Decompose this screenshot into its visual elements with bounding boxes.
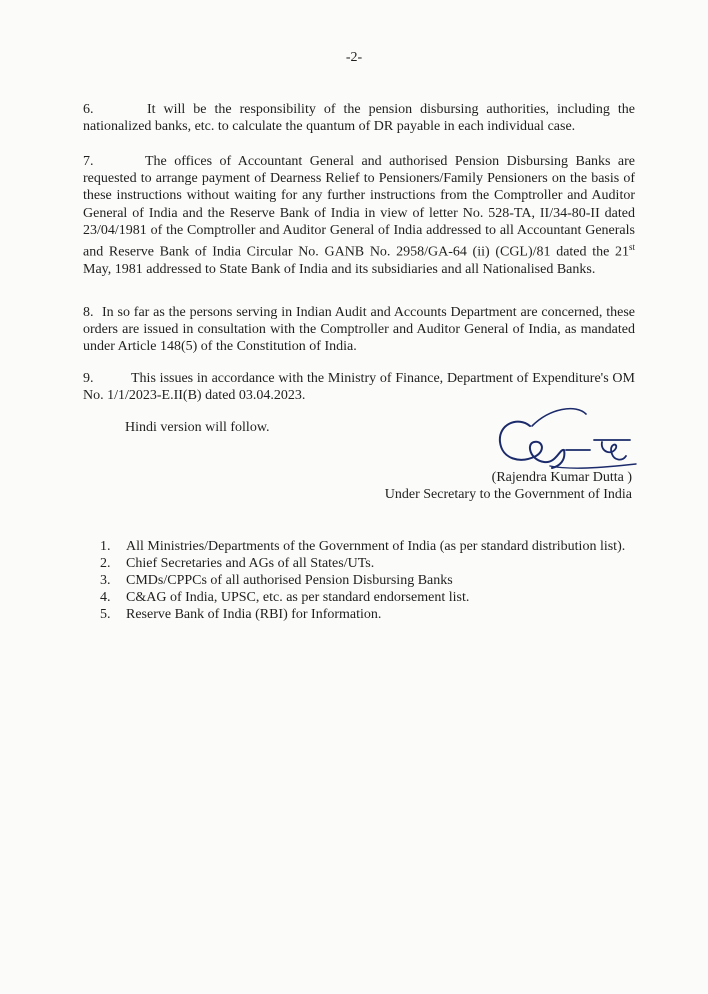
list-item bbox=[100, 538, 640, 555]
list-item-number: 4. bbox=[100, 590, 111, 605]
paragraph-text: This issues in accordance with the Ministry of Finance, Department of Expenditure's OM No. 1/1/2023-E.II(B) dated 03.04.2023. bbox=[83, 371, 635, 404]
list-item bbox=[100, 572, 640, 589]
list-item bbox=[100, 589, 640, 606]
ordinal-suffix: st bbox=[628, 242, 635, 253]
paragraph-8 bbox=[83, 304, 635, 356]
list-item-text: CMDs/CPPCs of all authorised Pension Disbursing Banks bbox=[126, 573, 453, 588]
list-item-text: Reserve Bank of India (RBI) for Information. bbox=[126, 607, 382, 622]
list-item-number: 3. bbox=[100, 573, 111, 588]
paragraph-9 bbox=[83, 370, 635, 404]
distribution-list bbox=[100, 538, 640, 623]
list-item-text: C&AG of India, UPSC, etc. as per standard endorsement list. bbox=[126, 590, 470, 605]
list-item bbox=[100, 555, 640, 572]
paragraph-6 bbox=[83, 101, 635, 135]
paragraph-text-cont: May, 1981 addressed to State Bank of India and its subsidiaries and all Nationalised Banks. bbox=[83, 261, 596, 277]
list-item bbox=[100, 606, 640, 623]
list-item-number: 2. bbox=[100, 556, 111, 571]
hindi-version-note: Hindi version will follow. bbox=[125, 420, 270, 435]
signatory-designation: Under Secretary to the Government of India bbox=[384, 487, 632, 502]
page-number: -2- bbox=[345, 50, 363, 65]
paragraph-number: 6. bbox=[83, 102, 94, 117]
list-item-number: 5. bbox=[100, 607, 111, 622]
paragraph-text: It will be the responsibility of the pension disbursing authorities, including the nationalized banks, etc. to calculate the quantum of DR payable in each individual case. bbox=[83, 102, 635, 135]
list-item-text: Chief Secretaries and AGs of all States/UTs. bbox=[126, 556, 375, 571]
list-item-text: All Ministries/Departments of the Government of India (as per standard distribution list). bbox=[126, 539, 626, 554]
paragraph-number: 7. bbox=[83, 154, 94, 169]
signatory-name: (Rajendra Kumar Dutta ) bbox=[491, 470, 632, 485]
paragraph-text: In so far as the persons serving in Indian Audit and Accounts Department are concerned, these orders are issued in consultation with the Comptroller and Auditor General of India, as mandated under Article 148(5) of the Constitution of India. bbox=[83, 305, 635, 355]
paragraph-7 bbox=[83, 153, 635, 278]
handwritten-signature bbox=[490, 404, 640, 474]
paragraph-number: 9. bbox=[83, 371, 94, 386]
paragraph-text: The offices of Accountant General and authorised Pension Disbursing Banks are requested to arrange payment of Dearness Relief to Pensioners/Family Pensioners on the basis of these instructions without waiting for any further instructions from the Comptroller and Auditor General of India and the Reserve Bank of India in view of letter No. 528-TA, II/34-80-II dated 23/04/1981 of the Comptroller and Auditor General of India addressed to all Accountant Generals and Reserve Bank of India Circular No. GANB No. 2958/GA-64 (ii) (CGL)/81 dated the 21 bbox=[83, 154, 635, 260]
paragraph-number: 8. bbox=[83, 305, 94, 320]
list-item-number: 1. bbox=[100, 539, 111, 554]
